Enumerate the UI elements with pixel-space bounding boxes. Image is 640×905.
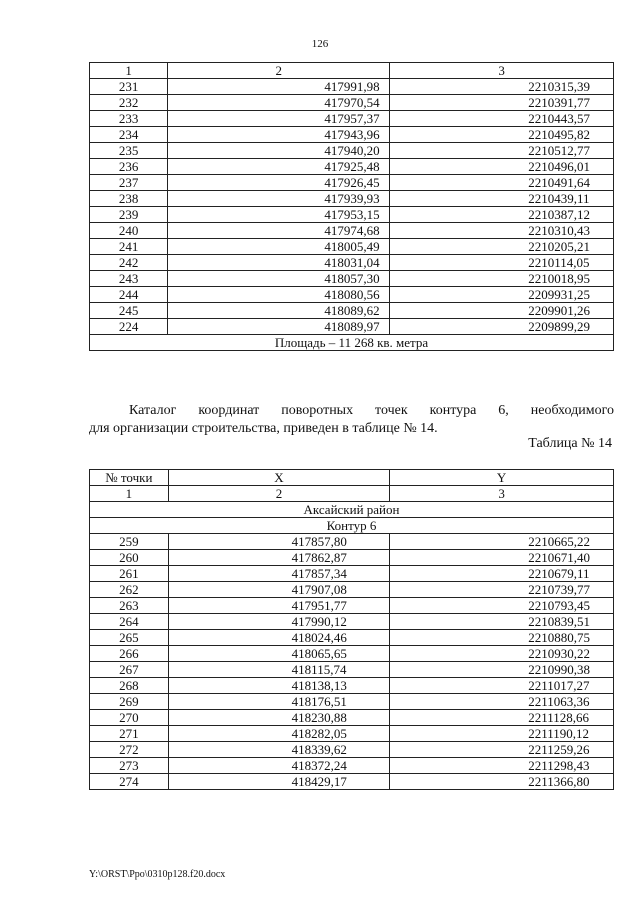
y-coordinate-cell: 2210310,43 [390, 223, 614, 239]
point-number-cell: 262 [90, 582, 169, 598]
y-coordinate-cell: 2210387,12 [390, 207, 614, 223]
x-coordinate-cell: 418429,17 [168, 774, 390, 790]
y-coordinate-cell: 2210512,77 [390, 143, 614, 159]
x-coordinate-cell: 418339,62 [168, 742, 390, 758]
table-row [90, 646, 614, 662]
x-coordinate-cell: 418024,46 [168, 630, 390, 646]
x-coordinate-cell: 417990,12 [168, 614, 390, 630]
x-coordinate-cell: 417907,08 [168, 582, 390, 598]
y-coordinate-cell: 2210496,01 [390, 159, 614, 175]
point-number-cell: 237 [90, 175, 168, 191]
x-coordinate-cell: 418080,56 [168, 287, 390, 303]
x-coordinate-cell: 417857,34 [168, 566, 390, 582]
y-coordinate-cell: 2211017,27 [390, 678, 614, 694]
x-coordinate-cell: 418176,51 [168, 694, 390, 710]
table-row [90, 678, 614, 694]
x-coordinate-cell: 418031,04 [168, 255, 390, 271]
table-row [90, 223, 614, 239]
table-row [90, 550, 614, 566]
point-number-cell: 241 [90, 239, 168, 255]
table-row [90, 95, 614, 111]
table-row [90, 127, 614, 143]
table-row [90, 534, 614, 550]
area-total: Площадь – 11 268 кв. метра [90, 335, 614, 351]
table-row [90, 726, 614, 742]
y-coordinate-cell: 2210793,45 [390, 598, 614, 614]
point-number-cell: 268 [90, 678, 169, 694]
y-coordinate-cell: 2210665,22 [390, 534, 614, 550]
y-coordinate-cell: 2210671,40 [390, 550, 614, 566]
table-row [90, 111, 614, 127]
table-row [90, 566, 614, 582]
column-header: № точки [90, 470, 169, 486]
point-number-cell: 274 [90, 774, 169, 790]
y-coordinate-cell: 2211190,12 [390, 726, 614, 742]
table-header-row [90, 63, 614, 79]
point-number-cell: 242 [90, 255, 168, 271]
contour-row [90, 518, 614, 534]
y-coordinate-cell: 2210739,77 [390, 582, 614, 598]
y-coordinate-cell: 2210018,95 [390, 271, 614, 287]
x-coordinate-cell: 417991,98 [168, 79, 390, 95]
table-row [90, 758, 614, 774]
point-number-cell: 245 [90, 303, 168, 319]
point-number-cell: 239 [90, 207, 168, 223]
page-number: 126 [311, 38, 329, 50]
point-number-cell: 263 [90, 598, 169, 614]
point-number-cell: 270 [90, 710, 169, 726]
y-coordinate-cell: 2209901,26 [390, 303, 614, 319]
y-coordinate-cell: 2210990,38 [390, 662, 614, 678]
table-caption: Таблица № 14 [528, 436, 612, 451]
y-coordinate-cell: 2211128,66 [390, 710, 614, 726]
x-coordinate-cell: 417857,80 [168, 534, 390, 550]
y-coordinate-cell: 2210495,82 [390, 127, 614, 143]
y-coordinate-cell: 2209931,25 [390, 287, 614, 303]
column-header: 3 [390, 63, 614, 79]
x-coordinate-cell: 418065,65 [168, 646, 390, 662]
x-coordinate-cell: 418138,13 [168, 678, 390, 694]
x-coordinate-cell: 417940,20 [168, 143, 390, 159]
table-row [90, 239, 614, 255]
point-number-cell: 267 [90, 662, 169, 678]
column-header: 2 [168, 63, 390, 79]
district-name: Аксайский район [90, 502, 614, 518]
table-row [90, 694, 614, 710]
column-header: Y [390, 470, 614, 486]
y-coordinate-cell: 2210315,39 [390, 79, 614, 95]
y-coordinate-cell: 2211298,43 [390, 758, 614, 774]
point-number-cell: 240 [90, 223, 168, 239]
table-row [90, 159, 614, 175]
table-row [90, 175, 614, 191]
paragraph-line: Каталог координат поворотных точек контура 6, необходимого [129, 403, 614, 418]
column-number: 1 [90, 486, 169, 502]
y-coordinate-cell: 2211366,80 [390, 774, 614, 790]
point-number-cell: 238 [90, 191, 168, 207]
x-coordinate-cell: 417925,48 [168, 159, 390, 175]
y-coordinate-cell: 2209899,29 [390, 319, 614, 335]
x-coordinate-cell: 417957,37 [168, 111, 390, 127]
column-numbering-row [90, 486, 614, 502]
area-row [90, 335, 614, 351]
point-number-cell: 266 [90, 646, 169, 662]
contour-name: Контур 6 [90, 518, 614, 534]
x-coordinate-cell: 417926,45 [168, 175, 390, 191]
x-coordinate-cell: 418005,49 [168, 239, 390, 255]
y-coordinate-cell: 2210491,64 [390, 175, 614, 191]
y-coordinate-cell: 2210443,57 [390, 111, 614, 127]
table-row [90, 207, 614, 223]
table-row [90, 662, 614, 678]
table-row [90, 319, 614, 335]
contour-6-coordinates-table [89, 469, 614, 790]
table-header-row [90, 470, 614, 486]
table-row [90, 271, 614, 287]
table-row [90, 582, 614, 598]
table-row [90, 614, 614, 630]
point-number-cell: 233 [90, 111, 168, 127]
table-row [90, 630, 614, 646]
column-number: 3 [390, 486, 614, 502]
point-number-cell: 272 [90, 742, 169, 758]
table-row [90, 79, 614, 95]
column-header: 1 [90, 63, 168, 79]
y-coordinate-cell: 2210839,51 [390, 614, 614, 630]
y-coordinate-cell: 2211259,26 [390, 742, 614, 758]
x-coordinate-cell: 418282,05 [168, 726, 390, 742]
column-header: X [168, 470, 390, 486]
point-number-cell: 271 [90, 726, 169, 742]
y-coordinate-cell: 2210114,05 [390, 255, 614, 271]
x-coordinate-cell: 417974,68 [168, 223, 390, 239]
y-coordinate-cell: 2210205,21 [390, 239, 614, 255]
table-row [90, 303, 614, 319]
x-coordinate-cell: 417939,93 [168, 191, 390, 207]
table-row [90, 598, 614, 614]
point-number-cell: 231 [90, 79, 168, 95]
point-number-cell: 269 [90, 694, 169, 710]
point-number-cell: 265 [90, 630, 169, 646]
table-row [90, 774, 614, 790]
point-number-cell: 244 [90, 287, 168, 303]
point-number-cell: 235 [90, 143, 168, 159]
paragraph-line: для организации строительства, приведен в таблице № 14. [89, 421, 438, 436]
point-number-cell: 234 [90, 127, 168, 143]
table-row [90, 191, 614, 207]
y-coordinate-cell: 2210439,11 [390, 191, 614, 207]
point-number-cell: 243 [90, 271, 168, 287]
point-number-cell: 264 [90, 614, 169, 630]
point-number-cell: 260 [90, 550, 169, 566]
table-row [90, 742, 614, 758]
x-coordinate-cell: 417970,54 [168, 95, 390, 111]
x-coordinate-cell: 418089,97 [168, 319, 390, 335]
y-coordinate-cell: 2210930,22 [390, 646, 614, 662]
x-coordinate-cell: 418230,88 [168, 710, 390, 726]
file-path-footer: Y:\ORST\Ppo\0310p128.f20.docx [89, 869, 226, 880]
x-coordinate-cell: 418115,74 [168, 662, 390, 678]
y-coordinate-cell: 2210880,75 [390, 630, 614, 646]
table-row [90, 710, 614, 726]
point-number-cell: 236 [90, 159, 168, 175]
x-coordinate-cell: 417951,77 [168, 598, 390, 614]
table-row [90, 255, 614, 271]
point-number-cell: 259 [90, 534, 169, 550]
x-coordinate-cell: 418089,62 [168, 303, 390, 319]
coordinates-table-continued [89, 62, 614, 351]
y-coordinate-cell: 2211063,36 [390, 694, 614, 710]
district-row [90, 502, 614, 518]
table-row [90, 143, 614, 159]
y-coordinate-cell: 2210391,77 [390, 95, 614, 111]
table-row [90, 287, 614, 303]
x-coordinate-cell: 417862,87 [168, 550, 390, 566]
x-coordinate-cell: 417943,96 [168, 127, 390, 143]
point-number-cell: 224 [90, 319, 168, 335]
point-number-cell: 273 [90, 758, 169, 774]
x-coordinate-cell: 417953,15 [168, 207, 390, 223]
y-coordinate-cell: 2210679,11 [390, 566, 614, 582]
x-coordinate-cell: 418057,30 [168, 271, 390, 287]
column-number: 2 [168, 486, 390, 502]
point-number-cell: 232 [90, 95, 168, 111]
x-coordinate-cell: 418372,24 [168, 758, 390, 774]
point-number-cell: 261 [90, 566, 169, 582]
